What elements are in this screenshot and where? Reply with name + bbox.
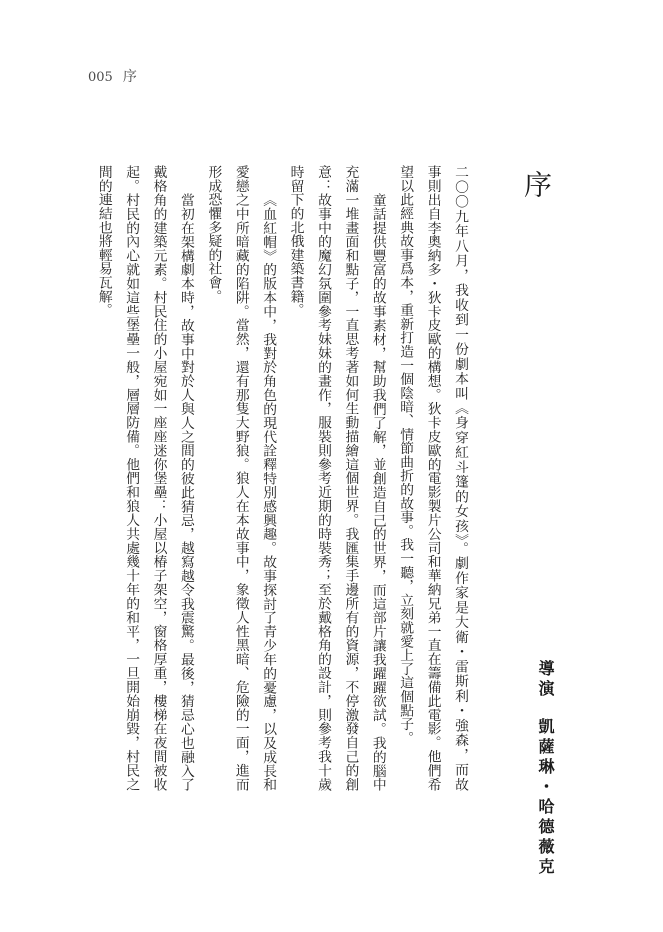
running-head-section: 序 (122, 69, 137, 85)
text-column: 起。村民的內心就如這些堡壘一般，層層防備。他們和狼人共處幾十年的和平，一旦開始崩毀，村民之 (123, 165, 140, 791)
text-column: 時留下的北俄建築書籍。 (287, 165, 304, 317)
text-column: 童話提供豐富的故事素材，幫助我們了解，並創造自己的世界，而這部片讓我躍躍欲試。我的腦中 (369, 192, 386, 791)
paragraph (391, 165, 473, 791)
text-column: 愛戀之中所暗藏的陷阱。當然，還有那隻大野狼。狼人在本故事中，象徵人性黑暗、危險的一面，進而 (232, 165, 249, 791)
text-column: 當初在架構劇本時，故事中對於人與人之間的彼此猜忌，越寫越令我震驚。最後，猜忌心也融入了 (177, 192, 194, 791)
paragraph (89, 165, 199, 791)
text-column: 事則出自李奧納多・狄卡皮歐的構想。狄卡皮歐的電影製片公司和華納兄弟一直在籌備此電影。他們希 (424, 165, 441, 791)
text-column: 充滿一堆畫面和點子，一直思考著如何生動描繪這個世界。我匯集手邊所有的資源，不停激發自己的創 (342, 165, 359, 791)
author-byline (533, 660, 557, 892)
running-head (88, 66, 137, 86)
chapter-title: 序 (520, 170, 553, 198)
paragraph (281, 165, 391, 791)
text-column: 形成恐懼多疑的社會。 (205, 165, 222, 303)
page-number: 005 (88, 70, 113, 85)
text-column: 意：故事中的魔幻氛圍參考妹妹的畫作，服裝則參考近期的時裝秀；至於戴格角的設計，則參考我十歲 (314, 165, 331, 791)
byline-name: 凱薩琳・哈德薇克 (536, 718, 555, 878)
text-column: 間的連結也將輕易瓦解。 (95, 165, 112, 317)
paragraph (199, 165, 281, 791)
text-column: 二〇〇九年八月，我收到一份劇本叫《身穿紅斗篷的女孩》。劇作家是大衛・雷斯利・強森，而故 (452, 165, 468, 791)
text-column: 戴格角的建築元素。村民住的小屋宛如一座座迷你堡壘：小屋以椿子架空，窗格厚重，樓梯在夜間被收 (150, 165, 167, 791)
byline-role: 導演 (536, 660, 555, 700)
preface-body (89, 165, 473, 791)
text-column: 望以此經典故事爲本，重新打造一個陰暗、情節曲折的故事。我一聽，立刻就愛上了這個點子。 (397, 165, 414, 745)
text-column: 《血紅帽》的版本中，我對於角色的現代詮釋特別感興趣。故事探討了青少年的憂慮，以及成長和 (260, 192, 277, 791)
